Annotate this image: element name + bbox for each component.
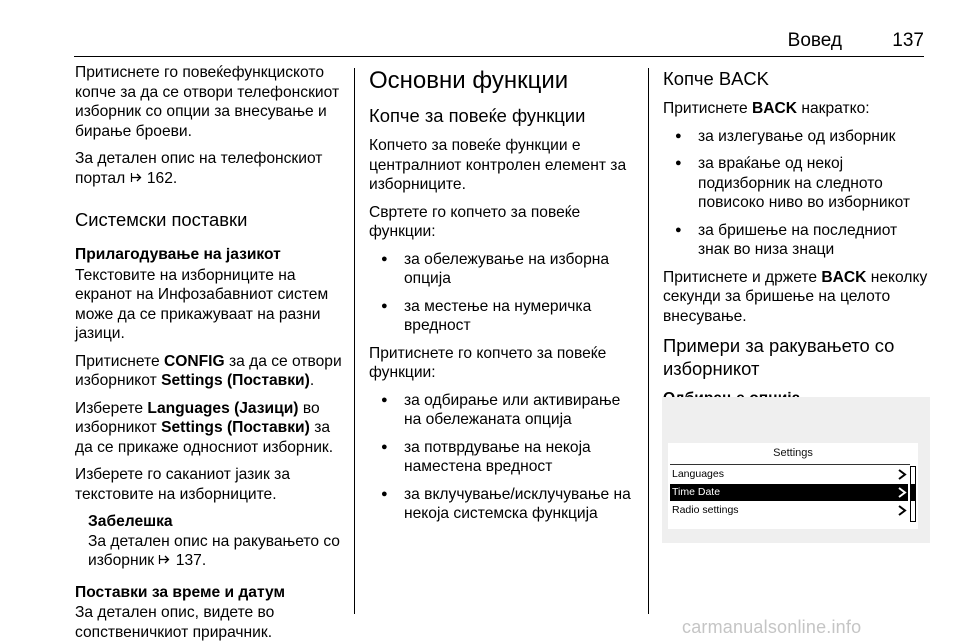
config-pre: Притиснете <box>75 352 160 370</box>
list-item: ● за местење на нумеричка вредност <box>369 297 637 336</box>
chevron-right-icon <box>897 505 907 516</box>
page-number: 137 <box>892 30 924 51</box>
turn-bullet-list <box>369 250 637 336</box>
column-2 <box>369 63 637 532</box>
multifunction-knob-title: Копче за повеќе функции <box>369 105 586 126</box>
language-paragraph: Текстовите на изборниците на екранот на Инфозабавниот систем може да се прикажуваат на разни јазици. <box>75 266 329 342</box>
knob-paragraph-2: Свртете го копчето за повеќе функции: <box>369 203 581 240</box>
scrollbar-thumb <box>911 484 915 501</box>
display-screen <box>668 443 918 529</box>
basic-functions-title: Основни функции <box>369 67 569 94</box>
note-text: За детален опис на ракувањето со изборник <box>88 532 340 569</box>
screen-scrollbar <box>910 466 916 522</box>
note-page-ref: 137. <box>175 552 207 569</box>
column-divider-1 <box>354 68 355 614</box>
select-pre: Изберете <box>75 399 144 417</box>
page-header <box>0 26 960 56</box>
menu-item-languages <box>670 466 908 483</box>
back-button-title: Копче BACK <box>663 68 769 89</box>
detail-page-ref: 162. <box>146 169 178 187</box>
settings-menu-label: Settings (Поставки) <box>161 372 310 389</box>
column-1 <box>75 63 343 642</box>
back-key-label: BACK <box>752 100 798 117</box>
hold-paragraph <box>663 268 931 327</box>
list-item: ● за одбирање или активирање на обележаната опција <box>369 391 637 430</box>
menu-item-label: Languages <box>672 468 724 480</box>
choose-paragraph: Изберете го саканиот јазик за текстовите на изборниците. <box>75 466 290 503</box>
header-rule <box>74 56 924 57</box>
back-bullet-list <box>663 127 931 260</box>
knob-paragraph-3: Притиснете го копчето за повеќе функции: <box>369 344 607 381</box>
languages-item-label: Languages (Јазици) <box>147 399 299 417</box>
chevron-right-icon <box>897 487 907 498</box>
knob-paragraph-1: Копчето за повеќе функции е централниот контролен елемент за изборниците. <box>369 137 627 193</box>
config-mid: за да се отвори изборникот <box>75 352 342 389</box>
list-item: ● за потврдување на некоја наместена вредност <box>369 438 637 477</box>
menu-item-time-date <box>670 484 908 501</box>
list-item: ● за обележување на изборна опција <box>369 250 637 289</box>
column-3 <box>663 63 931 410</box>
time-date-title: Поставки за време и датум <box>75 583 286 601</box>
section-title-system-settings: Системски поставки <box>75 209 248 230</box>
header-title: Вовед <box>787 30 842 51</box>
select-end: за да се прикаже односниот изборник. <box>75 419 334 456</box>
menu-item-radio-settings <box>670 502 908 519</box>
page-reference-arrow-icon <box>158 553 171 566</box>
detail-paragraph <box>75 149 343 188</box>
back-key-label-2: BACK <box>821 268 867 286</box>
select-paragraph <box>75 399 343 458</box>
settings-menu-label-2: Settings (Поставки) <box>161 419 310 436</box>
list-item: ● за враќање од некој подизборник на следното повисоко ниво во изборникот <box>663 154 931 213</box>
column-divider-2 <box>648 68 649 614</box>
screen-title-rule <box>670 464 910 465</box>
chevron-right-icon <box>897 469 907 480</box>
screen-title: Settings <box>773 447 813 459</box>
detail-text: За детален опис на телефонскиот портал <box>75 150 323 187</box>
menu-examples-title: Примери за ракувањето со изборникот <box>663 335 895 379</box>
back-end: накратко: <box>801 100 870 117</box>
press-bullet-list <box>369 391 637 524</box>
note-box <box>75 512 343 571</box>
config-paragraph <box>75 352 343 391</box>
back-pre: Притиснете <box>663 100 748 117</box>
intro-paragraph: Притиснете го повеќефункциското копче за да се отвори телефонскиот изборник со опции за внесување и бирање броеви. <box>75 64 340 140</box>
config-key-label: CONFIG <box>164 352 225 370</box>
settings-screen-illustration <box>662 397 930 543</box>
hold-end: неколку секунди за бришење на целото внесување. <box>663 268 928 325</box>
list-item: ● за бришење на последниот знак во низа знаци <box>663 221 931 260</box>
list-item: ● за излегување од изборник <box>663 127 931 147</box>
watermark: carmanualsonline.info <box>682 617 862 637</box>
time-date-paragraph: За детален опис, видете во сопственичкиот прирачник. <box>75 604 275 641</box>
language-title: Прилагодување на јазикот <box>75 246 281 263</box>
note-title: Забелешка <box>88 513 173 530</box>
config-end: . <box>309 372 315 389</box>
list-item: ● за вклучување/исклучување на некоја системска функција <box>369 485 637 524</box>
menu-item-label: Time Date <box>672 486 721 498</box>
hold-pre: Притиснете и држете <box>663 268 818 286</box>
back-paragraph <box>663 99 931 119</box>
page-reference-arrow-icon <box>130 171 143 184</box>
select-mid: во изборникот <box>75 399 320 436</box>
menu-item-label: Radio settings <box>672 504 739 516</box>
